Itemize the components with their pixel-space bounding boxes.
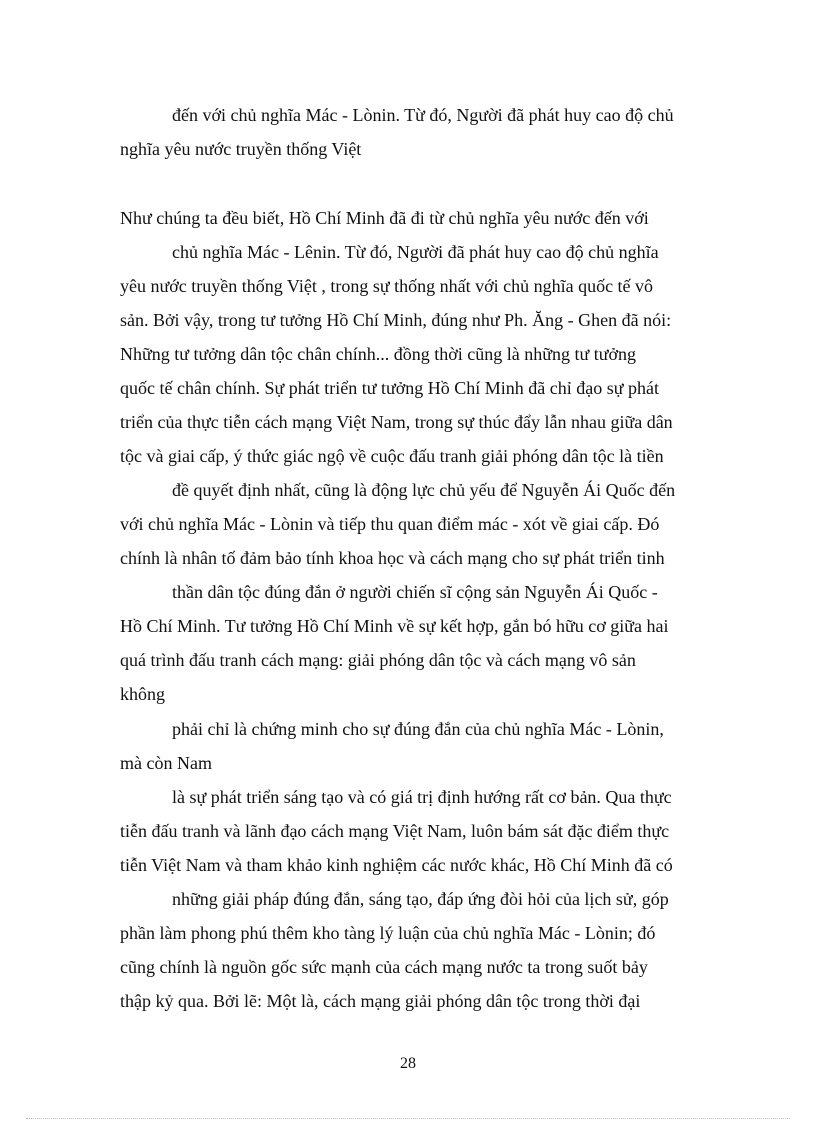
text-line-3: Như chúng ta đều biết, Hồ Chí Minh đã đi từ chủ nghĩa yêu nước đến với	[120, 208, 649, 228]
text-line-16: quá trình đấu tranh cách mạng: giải phóng dân tộc và cách mạng vô sản	[120, 650, 636, 670]
text-line-26: thập kỷ qua. Bởi lẽ: Một là, cách mạng giải phóng dân tộc trong thời đại	[120, 991, 641, 1011]
text-line-13: chính là nhân tố đảm bảo tính khoa học và cách mạng cho sự phát triển tinh	[120, 548, 665, 568]
text-line-25: cũng chính là nguồn gốc sức mạnh của cách mạng nước ta trong suốt bảy	[120, 957, 648, 977]
text-line-6: sản. Bởi vậy, trong tư tưởng Hồ Chí Minh, đúng như Ph. Ăng - Ghen đã nói:	[120, 310, 672, 330]
text-line-20: là sự phát triển sáng tạo và có giá trị định hướng rất cơ bản. Qua thực	[172, 787, 672, 807]
text-line-18: phải chỉ là chứng minh cho sự đúng đắn của chủ nghĩa Mác - Lònin,	[172, 719, 664, 739]
text-line-15: Hồ Chí Minh. Tư tưởng Hồ Chí Minh về sự kết hợp, gắn bó hữu cơ giữa hai	[120, 616, 669, 636]
text-line-12: với chủ nghĩa Mác - Lònin và tiếp thu quan điểm mác - xót về giai cấp. Đó	[120, 514, 660, 534]
text-line-22: tiễn Việt Nam và tham khảo kinh nghiệm các nước khác, Hồ Chí Minh đã có	[120, 855, 673, 875]
page-bottom-divider	[26, 1118, 790, 1119]
text-line-24: phần làm phong phú thêm kho tàng lý luận của chủ nghĩa Mác - Lònin; đó	[120, 923, 656, 943]
text-line-8: quốc tế chân chính. Sự phát triển tư tưởng Hồ Chí Minh đã chỉ đạo sự phát	[120, 378, 659, 398]
text-line-17: không	[120, 684, 165, 704]
text-line-9: triển của thực tiễn cách mạng Việt Nam, trong sự thúc đẩy lẫn nhau giữa dân	[120, 412, 673, 432]
text-line-14: thần dân tộc đúng đắn ở người chiến sĩ cộng sản Nguyễn Ái Quốc -	[172, 582, 658, 602]
text-line-10: tộc và giai cấp, ý thức giác ngộ về cuộc đấu tranh giải phóng dân tộc là tiền	[120, 446, 664, 466]
text-line-7: Những tư tưởng dân tộc chân chính... đồng thời cũng là những tư tưởng	[120, 344, 637, 364]
text-line-5: yêu nước truyền thống Việt , trong sự thống nhất với chủ nghĩa quốc tế vô	[120, 276, 654, 296]
text-line-23: những giải pháp đúng đắn, sáng tạo, đáp ứng đòi hỏi của lịch sử, góp	[172, 889, 669, 909]
text-line-1: đến với chủ nghĩa Mác - Lònin. Từ đó, Người đã phát huy cao độ chủ	[172, 105, 674, 125]
text-line-19: mà còn Nam	[120, 753, 212, 773]
text-line-21: tiễn đấu tranh và lãnh đạo cách mạng Việt Nam, luôn bám sát đặc điểm thực	[120, 821, 670, 841]
text-line-4: chủ nghĩa Mác - Lênin. Từ đó, Người đã phát huy cao độ chủ nghĩa	[172, 242, 659, 262]
text-line-11: đề quyết định nhất, cũng là động lực chủ yếu để Nguyễn Ái Quốc đến	[172, 480, 676, 500]
text-line-2: nghĩa yêu nước truyền thống Việt	[120, 139, 362, 159]
page-number: 28	[400, 1055, 416, 1072]
